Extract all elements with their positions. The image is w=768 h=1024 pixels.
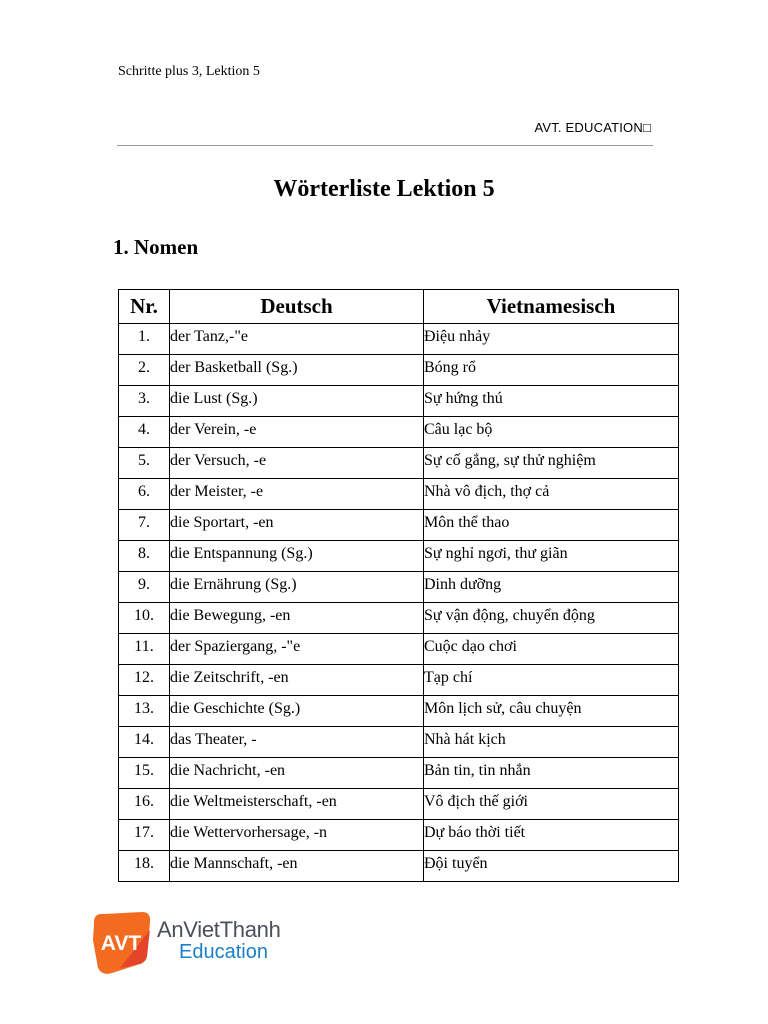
vietnamesisch-cell: Sự cố gắng, sự thử nghiệm — [424, 448, 679, 479]
vietnamesisch-cell: Đội tuyển — [424, 851, 679, 882]
table-row — [119, 634, 679, 665]
row-number-cell: 6. — [119, 479, 170, 510]
deutsch-cell: die Geschichte (Sg.) — [170, 696, 424, 727]
row-number-cell: 16. — [119, 789, 170, 820]
vietnamesisch-cell: Câu lạc bộ — [424, 417, 679, 448]
header-nr: Nr. — [119, 290, 170, 324]
row-number-cell: 5. — [119, 448, 170, 479]
vietnamesisch-cell: Bóng rổ — [424, 355, 679, 386]
table-row — [119, 324, 679, 355]
publisher-header: AVT. EDUCATION□ — [534, 120, 651, 135]
deutsch-cell: die Bewegung, -en — [170, 603, 424, 634]
vietnamesisch-cell: Môn thể thao — [424, 510, 679, 541]
running-header: Schritte plus 3, Lektion 5 — [118, 64, 260, 79]
vietnamesisch-cell: Nhà hát kịch — [424, 727, 679, 758]
deutsch-cell: der Basketball (Sg.) — [170, 355, 424, 386]
row-number-cell: 1. — [119, 324, 170, 355]
row-number-cell: 14. — [119, 727, 170, 758]
vietnamesisch-cell: Điệu nhảy — [424, 324, 679, 355]
table-row — [119, 541, 679, 572]
table-row — [119, 572, 679, 603]
vietnamesisch-cell: Môn lịch sử, câu chuyện — [424, 696, 679, 727]
vietnamesisch-cell: Tạp chí — [424, 665, 679, 696]
logo-mark-text: AVT — [100, 932, 142, 955]
deutsch-cell: die Wettervorhersage, -n — [170, 820, 424, 851]
table-row — [119, 479, 679, 510]
row-number-cell: 13. — [119, 696, 170, 727]
table-row — [119, 696, 679, 727]
row-number-cell: 8. — [119, 541, 170, 572]
table-body — [119, 324, 679, 882]
vietnamesisch-cell: Sự hứng thú — [424, 386, 679, 417]
deutsch-cell: die Entspannung (Sg.) — [170, 541, 424, 572]
table-row — [119, 851, 679, 882]
deutsch-cell: der Meister, -e — [170, 479, 424, 510]
table-row — [119, 789, 679, 820]
row-number-cell: 15. — [119, 758, 170, 789]
row-number-cell: 10. — [119, 603, 170, 634]
avt-logo — [90, 910, 290, 980]
section-heading: 1. Nomen — [113, 235, 199, 259]
vietnamesisch-cell: Sự vận động, chuyển động — [424, 603, 679, 634]
document-title: Wörterliste Lektion 5 — [273, 176, 495, 202]
deutsch-cell: die Weltmeisterschaft, -en — [170, 789, 424, 820]
table-row — [119, 820, 679, 851]
deutsch-cell: die Sportart, -en — [170, 510, 424, 541]
header-vietnamesisch: Vietnamesisch — [424, 290, 679, 324]
table-row — [119, 727, 679, 758]
table-row — [119, 417, 679, 448]
vietnamesisch-cell: Nhà vô địch, thợ cả — [424, 479, 679, 510]
row-number-cell: 3. — [119, 386, 170, 417]
table-row — [119, 386, 679, 417]
row-number-cell: 11. — [119, 634, 170, 665]
logo-subtitle: Education — [179, 941, 268, 963]
header-deutsch: Deutsch — [170, 290, 424, 324]
row-number-cell: 4. — [119, 417, 170, 448]
row-number-cell: 17. — [119, 820, 170, 851]
vietnamesisch-cell: Dự báo thời tiết — [424, 820, 679, 851]
header-divider — [117, 145, 653, 146]
logo-wordmark — [157, 919, 281, 963]
table-row — [119, 758, 679, 789]
table-row — [119, 355, 679, 386]
deutsch-cell: der Verein, -e — [170, 417, 424, 448]
vietnamesisch-cell: Dinh dưỡng — [424, 572, 679, 603]
table-row — [119, 448, 679, 479]
deutsch-cell: die Nachricht, -en — [170, 758, 424, 789]
deutsch-cell: die Mannschaft, -en — [170, 851, 424, 882]
row-number-cell: 12. — [119, 665, 170, 696]
row-number-cell: 9. — [119, 572, 170, 603]
vietnamesisch-cell: Cuộc dạo chơi — [424, 634, 679, 665]
row-number-cell: 18. — [119, 851, 170, 882]
vietnamesisch-cell: Vô địch thế giới — [424, 789, 679, 820]
row-number-cell: 7. — [119, 510, 170, 541]
table-row — [119, 665, 679, 696]
deutsch-cell: die Zeitschrift, -en — [170, 665, 424, 696]
vietnamesisch-cell: Bản tin, tin nhắn — [424, 758, 679, 789]
vietnamesisch-cell: Sự nghỉ ngơi, thư giãn — [424, 541, 679, 572]
deutsch-cell: der Spaziergang, -"e — [170, 634, 424, 665]
table-row — [119, 510, 679, 541]
deutsch-cell: der Versuch, -e — [170, 448, 424, 479]
logo-name: AnVietThanh — [157, 917, 281, 942]
table-header-row — [119, 290, 679, 324]
row-number-cell: 2. — [119, 355, 170, 386]
vocabulary-table — [118, 289, 679, 882]
deutsch-cell: die Lust (Sg.) — [170, 386, 424, 417]
deutsch-cell: der Tanz,-"e — [170, 324, 424, 355]
deutsch-cell: das Theater, - — [170, 727, 424, 758]
deutsch-cell: die Ernährung (Sg.) — [170, 572, 424, 603]
table-row — [119, 603, 679, 634]
avt-logo-mark — [90, 910, 153, 976]
